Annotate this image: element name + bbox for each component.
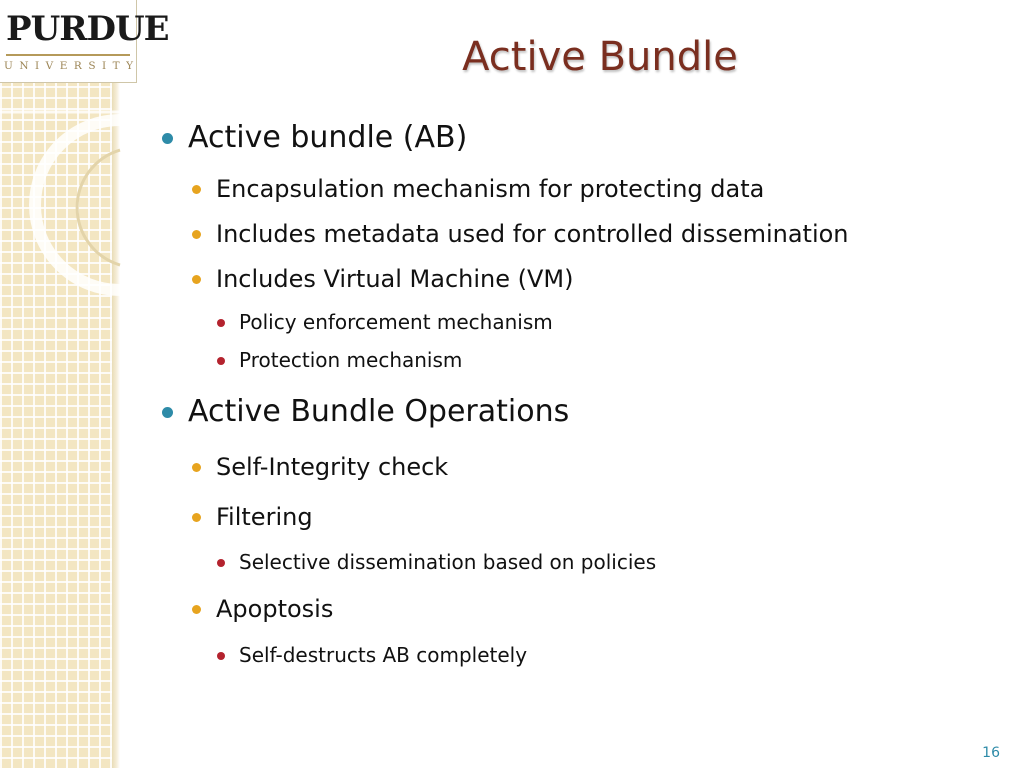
bullet-item [216, 501, 313, 533]
bullet-text: Includes metadata used for controlled dissemination [216, 220, 849, 248]
bullet-dot [217, 357, 225, 365]
bullet-text: Protection mechanism [239, 348, 463, 372]
logo-subtitle: UNIVERSITY [4, 60, 140, 72]
slide-title: Active Bundle [462, 34, 738, 80]
bullet-text: Selective dissemination based on policies [239, 550, 657, 574]
bullet-dot [192, 275, 201, 284]
bullet-item [239, 347, 462, 373]
bullet-text: Policy enforcement mechanism [239, 310, 553, 334]
bullet-text: Includes Virtual Machine (VM) [216, 265, 574, 293]
bullet-text: Apoptosis [216, 595, 334, 623]
bullet-dot [192, 513, 201, 522]
bullet-item [216, 218, 849, 250]
bullet-item [216, 173, 764, 205]
bullet-item [216, 263, 574, 295]
bullet-item [216, 593, 333, 625]
bullet-item [188, 392, 569, 432]
bullet-item [239, 549, 656, 575]
bullet-text: Self-destructs AB completely [239, 643, 528, 667]
bullet-item [239, 309, 553, 335]
bullet-item [188, 118, 467, 158]
bullet-dot [162, 133, 173, 144]
bullet-dot [217, 559, 225, 567]
bullet-text: Active bundle (AB) [188, 120, 468, 155]
bullet-text: Filtering [216, 503, 313, 531]
bullet-item [239, 642, 527, 668]
page-number: 16 [982, 745, 1000, 761]
bullet-dot [217, 319, 225, 327]
bullet-text: Encapsulation mechanism for protecting data [216, 175, 765, 203]
bullet-dot [192, 605, 201, 614]
bullet-dot [162, 407, 173, 418]
bullet-dot [217, 652, 225, 660]
bullet-dot [192, 230, 201, 239]
bullet-dot [192, 185, 201, 194]
logo-wordmark: PURDUE [6, 9, 169, 49]
bullet-item [216, 451, 448, 483]
bullet-dot [192, 463, 201, 472]
bullet-text: Active Bundle Operations [188, 394, 570, 429]
bullet-text: Self-Integrity check [216, 453, 449, 481]
